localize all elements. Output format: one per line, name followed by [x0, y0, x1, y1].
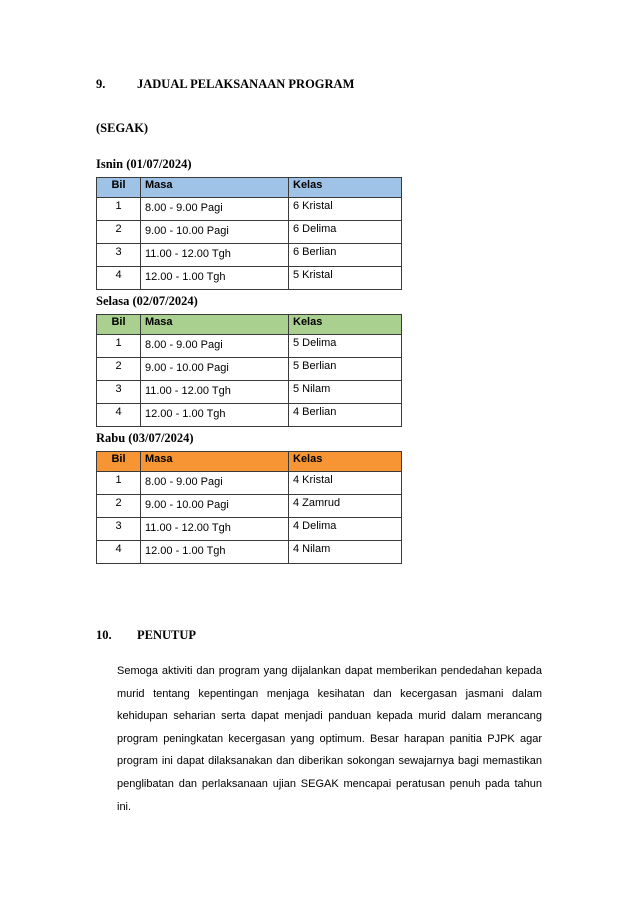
header-kelas: Kelas [289, 315, 402, 335]
section-9-title: JADUAL PELAKSANAAN PROGRAM [137, 77, 355, 91]
header-bil: Bil [97, 178, 141, 198]
header-masa: Masa [141, 178, 289, 198]
cell-kelas: 5 Delima [289, 335, 402, 358]
cell-kelas: 4 Kristal [289, 472, 402, 495]
section-9-number: 9. [96, 77, 106, 91]
cell-masa: 9.00 - 10.00 Pagi [141, 221, 289, 244]
header-bil: Bil [97, 452, 141, 472]
closing-paragraph: Semoga aktiviti dan program yang dijalankan dapat memberikan pendedahan kepada murid tentang kepentingan menjaga kesihatan dan kecergasan jasmani dalam kehidupan seharian serta dapat menjadi panduan kepada murid dalam merancang program peningkatan kecergasan yang optimum. Besar harapan panitia PJPK agar program ini dapat dilaksanakan dan diberikan sokongan sewajarnya bagi memastikan penglibatan dan perlaksanaan ujian SEGAK mencapai peratusan penuh pada tahun ini. [117, 665, 542, 813]
day-label-rabu: Rabu (03/07/2024) [96, 431, 194, 445]
table-row [97, 267, 402, 290]
cell-kelas: 6 Kristal [289, 198, 402, 221]
cell-bil: 2 [97, 495, 141, 518]
table-row [97, 335, 402, 358]
table-row [97, 404, 402, 427]
table-row [97, 472, 402, 495]
cell-bil: 2 [97, 358, 141, 381]
day-label-isnin: Isnin (01/07/2024) [96, 157, 192, 171]
cell-kelas: 5 Nilam [289, 381, 402, 404]
schedule-table-rabu [96, 451, 402, 564]
cell-masa: 11.00 - 12.00 Tgh [141, 244, 289, 267]
cell-kelas: 4 Nilam [289, 541, 402, 564]
cell-masa: 11.00 - 12.00 Tgh [141, 518, 289, 541]
cell-bil: 3 [97, 518, 141, 541]
table-row [97, 358, 402, 381]
cell-masa: 9.00 - 10.00 Pagi [141, 358, 289, 381]
header-masa: Masa [141, 315, 289, 335]
cell-kelas: 5 Kristal [289, 267, 402, 290]
table-header-row [97, 315, 402, 335]
program-name: (SEGAK) [96, 121, 149, 135]
cell-masa: 8.00 - 9.00 Pagi [141, 335, 289, 358]
table-row [97, 244, 402, 267]
section-10-number: 10. [96, 628, 112, 642]
header-kelas: Kelas [289, 178, 402, 198]
cell-bil: 1 [97, 335, 141, 358]
table-row [97, 221, 402, 244]
cell-bil: 3 [97, 244, 141, 267]
table-row [97, 495, 402, 518]
table-row [97, 541, 402, 564]
table-header-row [97, 178, 402, 198]
cell-kelas: 6 Delima [289, 221, 402, 244]
table-row [97, 198, 402, 221]
cell-bil: 1 [97, 198, 141, 221]
section-10-title: PENUTUP [137, 628, 197, 642]
header-bil: Bil [97, 315, 141, 335]
cell-kelas: 4 Berlian [289, 404, 402, 427]
day-label-selasa: Selasa (02/07/2024) [96, 294, 198, 308]
cell-masa: 12.00 - 1.00 Tgh [141, 541, 289, 564]
cell-bil: 1 [97, 472, 141, 495]
cell-bil: 3 [97, 381, 141, 404]
header-kelas: Kelas [289, 452, 402, 472]
table-row [97, 381, 402, 404]
cell-bil: 4 [97, 267, 141, 290]
cell-kelas: 5 Berlian [289, 358, 402, 381]
header-masa: Masa [141, 452, 289, 472]
table-row [97, 518, 402, 541]
cell-kelas: 4 Zamrud [289, 495, 402, 518]
cell-masa: 11.00 - 12.00 Tgh [141, 381, 289, 404]
schedule-table-selasa [96, 314, 402, 427]
schedule-table-isnin [96, 177, 402, 290]
cell-bil: 4 [97, 541, 141, 564]
cell-bil: 4 [97, 404, 141, 427]
table-header-row [97, 452, 402, 472]
cell-masa: 9.00 - 10.00 Pagi [141, 495, 289, 518]
cell-masa: 12.00 - 1.00 Tgh [141, 267, 289, 290]
cell-masa: 8.00 - 9.00 Pagi [141, 198, 289, 221]
cell-bil: 2 [97, 221, 141, 244]
cell-masa: 8.00 - 9.00 Pagi [141, 472, 289, 495]
cell-kelas: 6 Berlian [289, 244, 402, 267]
cell-kelas: 4 Delima [289, 518, 402, 541]
cell-masa: 12.00 - 1.00 Tgh [141, 404, 289, 427]
